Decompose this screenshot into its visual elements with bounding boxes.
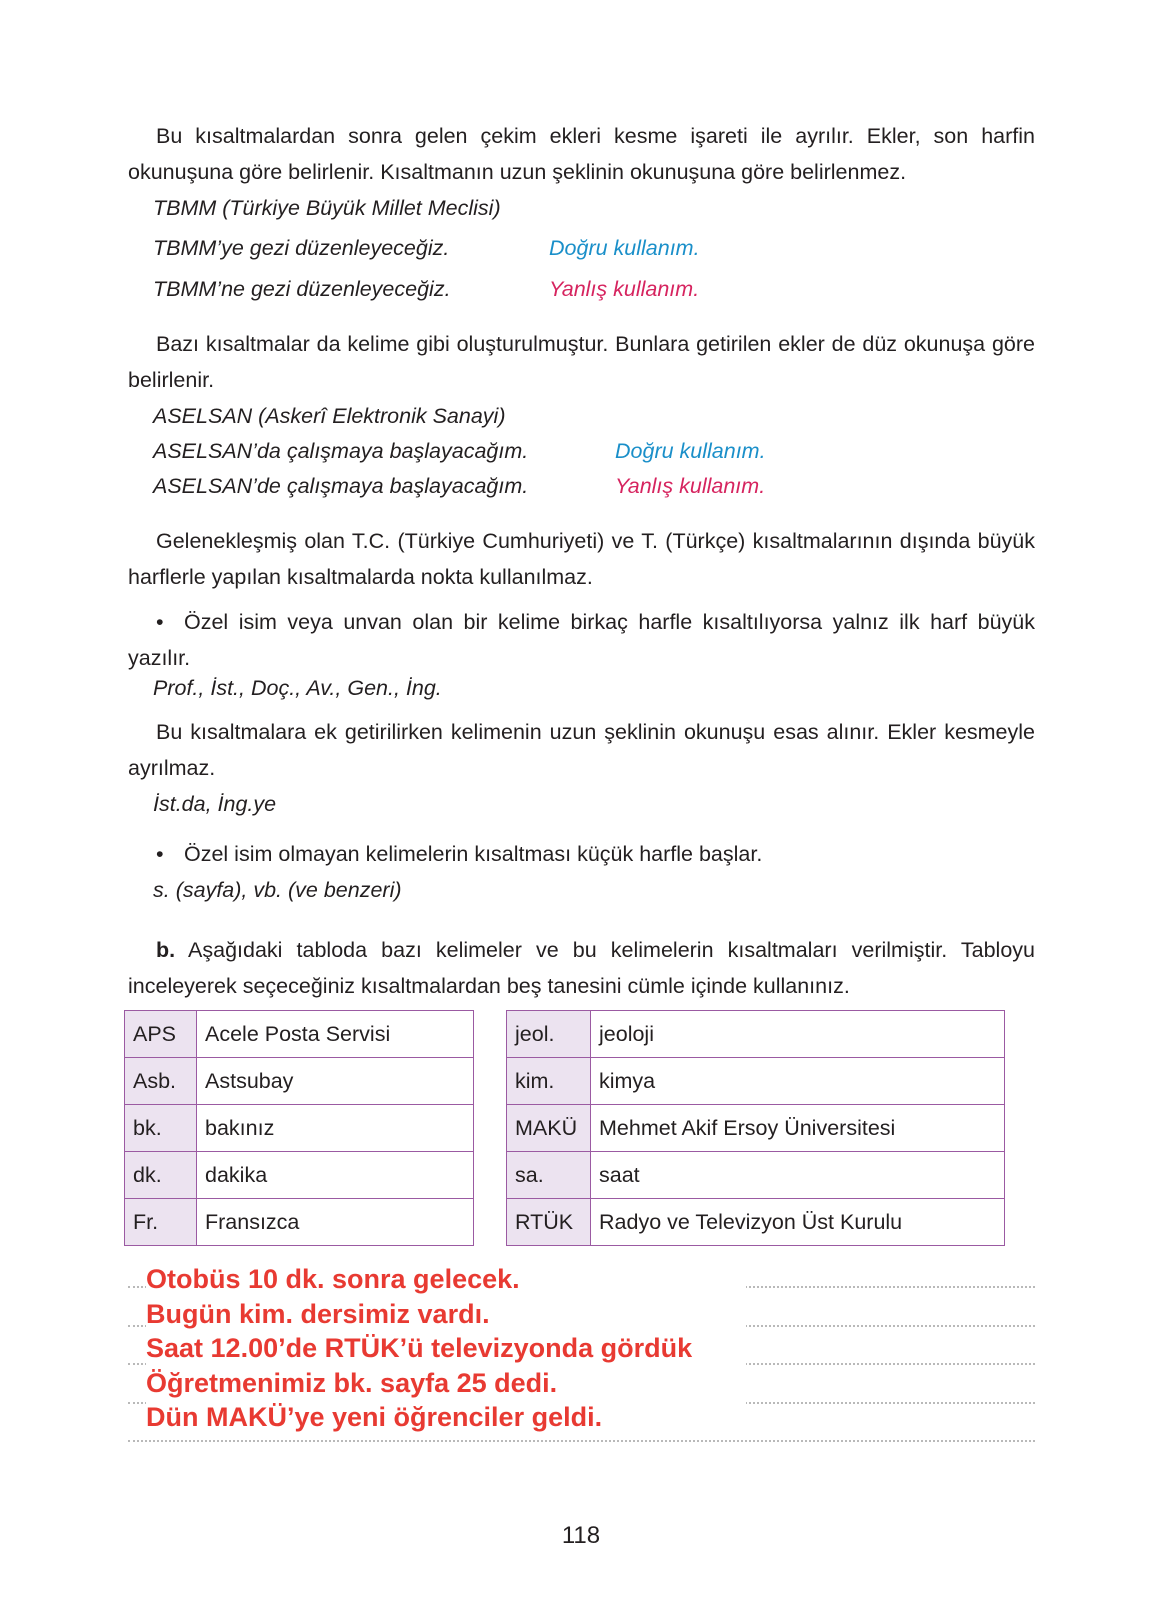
table-row <box>125 1199 474 1246</box>
wrong-usage-label: Yanlış kullanım. <box>549 277 700 301</box>
example-aselsan-heading: ASELSAN (Askerî Elektronik Sanayi) <box>153 404 506 428</box>
example-tbmm-wrong: TBMM’ne gezi düzenleyeceğiz. <box>153 277 451 301</box>
answer-sentence: Dün MAKÜ’ye yeni öğrenciler geldi. <box>146 1402 603 1432</box>
full-cell: saat <box>591 1152 1005 1199</box>
example-titles: Prof., İst., Doç., Av., Gen., İng. <box>153 676 442 700</box>
abbr-cell: jeol. <box>507 1011 591 1058</box>
paragraph-suffix-rule: Bu kısaltmalardan sonra gelen çekim ekleri kesme işareti ile ayrılır. Ekler, son harfin okunuşuna göre belirlenir. Kısaltmanın uzun şeklinin okunuşuna göre belirlenmez. <box>128 124 1035 184</box>
abbr-cell: sa. <box>507 1152 591 1199</box>
answer-sentence: Saat 12.00’de RTÜK’ü televizyonda gördük <box>146 1333 693 1363</box>
example-tbmm-heading: TBMM (Türkiye Büyük Millet Meclisi) <box>153 196 501 220</box>
full-cell: Acele Posta Servisi <box>197 1011 474 1058</box>
bullet-proper-noun-rule <box>128 604 1035 676</box>
paragraph-suffix-long-form: Bu kısaltmalara ek getirilirken kelimenin uzun şeklinin okunuşu esas alınır. Ekler kesmeyle ayrılmaz. <box>128 720 1035 780</box>
abbreviation-table-right <box>506 1010 1005 1246</box>
abbr-cell: Fr. <box>125 1199 197 1246</box>
abbr-cell: kim. <box>507 1058 591 1105</box>
correct-usage-label: Doğru kullanım. <box>615 439 766 463</box>
paragraph-no-period-rule: Gelenekleşmiş olan T.C. (Türkiye Cumhuriyeti) ve T. (Türkçe) kısaltmalarının dışında büyük harflerle yapılan kısaltmalarda nokta kullanılmaz. <box>128 529 1035 589</box>
abbreviation-table-left <box>124 1010 474 1246</box>
abbr-cell: dk. <box>125 1152 197 1199</box>
task-instruction <box>128 932 1035 1004</box>
full-cell: dakika <box>197 1152 474 1199</box>
bullet-icon: • <box>156 842 164 866</box>
answer-sentence: Bugün kim. dersimiz vardı. <box>146 1298 490 1329</box>
table-row <box>507 1011 1005 1058</box>
bullet-icon: • <box>156 610 164 634</box>
task-label: b. <box>156 938 176 962</box>
table-row <box>125 1105 474 1152</box>
abbr-cell: MAKÜ <box>507 1105 591 1152</box>
wrong-usage-label: Yanlış kullanım. <box>615 474 766 498</box>
answer-sentence: Otobüs 10 dk. sonra gelecek. <box>146 1264 520 1294</box>
example-tbmm-correct: TBMM’ye gezi düzenleyeceğiz. <box>153 236 450 260</box>
abbr-cell: Asb. <box>125 1058 197 1105</box>
abbr-cell: APS <box>125 1011 197 1058</box>
full-cell: Radyo ve Televizyon Üst Kurulu <box>591 1199 1005 1246</box>
table-row <box>507 1152 1005 1199</box>
full-cell: Mehmet Akif Ersoy Üniversitesi <box>591 1105 1005 1152</box>
handwritten-answers <box>146 1262 746 1435</box>
answer-sentence: Öğretmenimiz bk. sayfa 25 dedi. <box>146 1367 558 1398</box>
full-cell: kimya <box>591 1058 1005 1105</box>
full-cell: jeoloji <box>591 1011 1005 1058</box>
paragraph-word-like-abbreviations: Bazı kısaltmalar da kelime gibi oluşturulmuştur. Bunlara getirilen ekler de düz okunuşa göre belirlenir. <box>128 332 1035 392</box>
table-row <box>507 1058 1005 1105</box>
bullet-text: Özel isim veya unvan olan bir kelime birkaç harfle kısaltılıyorsa yalnız ilk harf büyük yazılır. <box>128 610 1035 670</box>
example-suffixed: İst.da, İng.ye <box>153 792 277 816</box>
task-text: Aşağıdaki tabloda bazı kelimeler ve bu kelimelerin kısaltmaları verilmiştir. Tabloyu inceleyerek seçeceğiniz kısaltmalardan beş tanesini cümle içinde kullanınız. <box>128 938 1035 998</box>
full-cell: bakınız <box>197 1105 474 1152</box>
table-row <box>507 1199 1005 1246</box>
correct-usage-label: Doğru kullanım. <box>549 236 700 260</box>
abbr-cell: RTÜK <box>507 1199 591 1246</box>
table-row <box>125 1152 474 1199</box>
example-aselsan-correct: ASELSAN’da çalışmaya başlayacağım. <box>153 439 529 463</box>
example-common: s. (sayfa), vb. (ve benzeri) <box>153 878 402 902</box>
abbr-cell: bk. <box>125 1105 197 1152</box>
table-row <box>125 1058 474 1105</box>
answer-line <box>128 1440 1035 1442</box>
example-aselsan-wrong: ASELSAN’de çalışmaya başlayacağım. <box>153 474 529 498</box>
bullet-common-noun-rule <box>128 836 1035 872</box>
bullet-text: Özel isim olmayan kelimelerin kısaltması küçük harfle başlar. <box>184 842 763 866</box>
full-cell: Fransızca <box>197 1199 474 1246</box>
full-cell: Astsubay <box>197 1058 474 1105</box>
table-row <box>507 1105 1005 1152</box>
table-row <box>125 1011 474 1058</box>
page-number: 118 <box>561 1522 601 1549</box>
